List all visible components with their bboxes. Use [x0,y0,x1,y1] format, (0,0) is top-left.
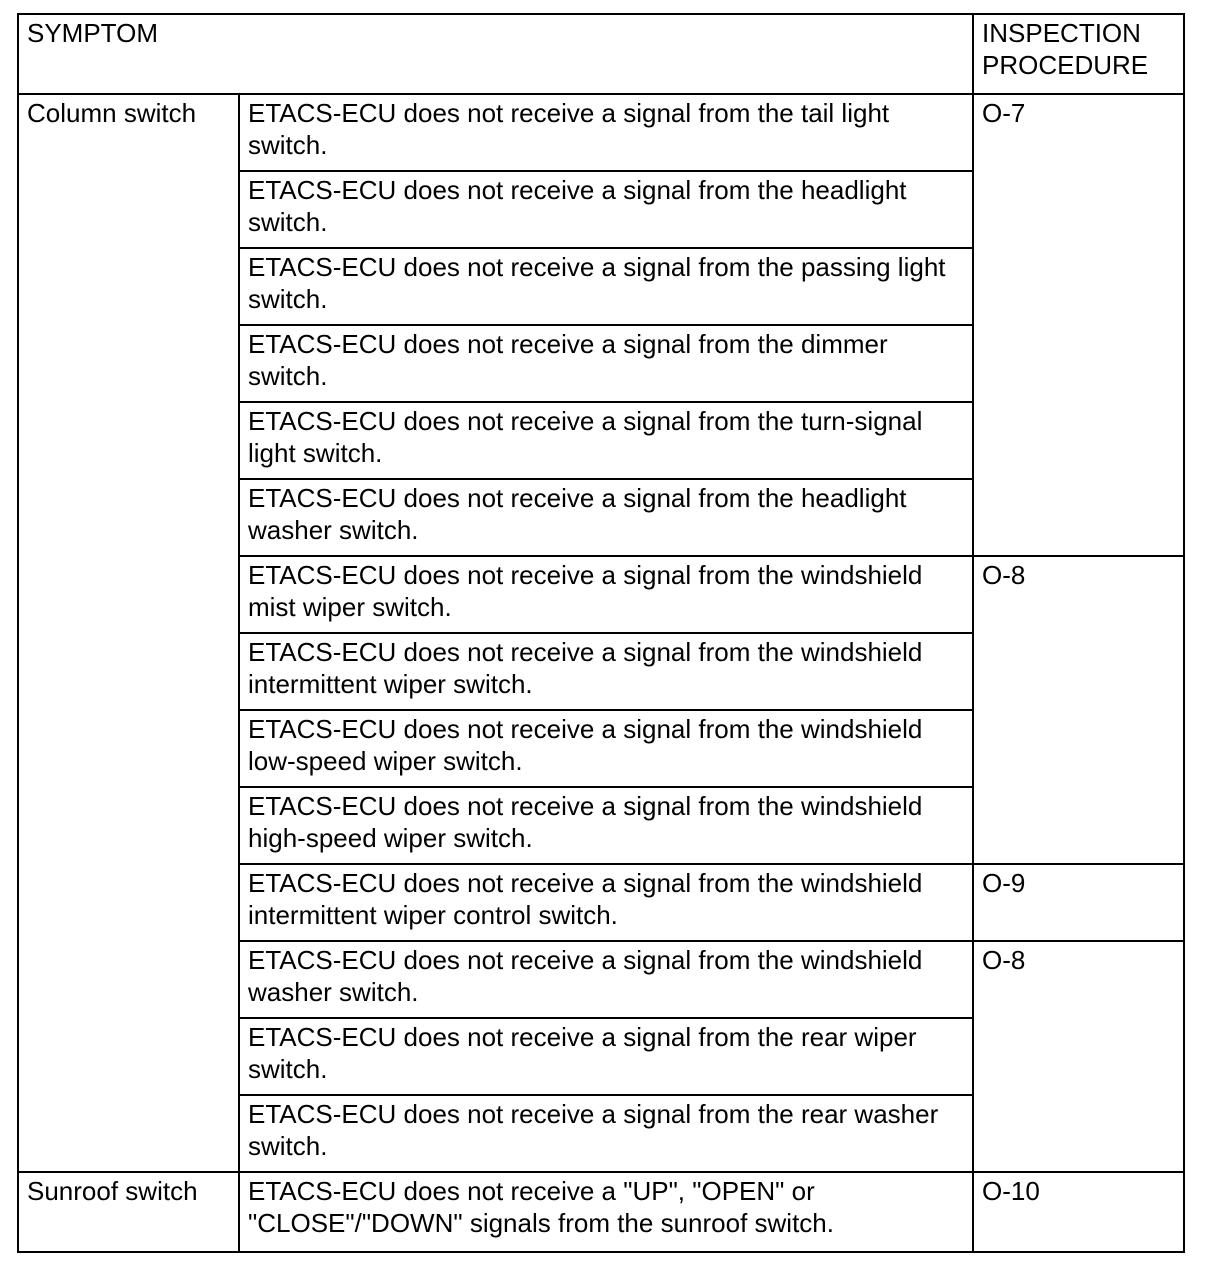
symptom-cell: ETACS-ECU does not receive a signal from the windshield high-speed wiper switch. [239,787,973,864]
header-inspection-procedure: INSPECTION PROCEDURE [973,14,1184,94]
symptom-cell: ETACS-ECU does not receive a signal from the windshield intermittent wiper switch. [239,633,973,710]
symptom-cell: ETACS-ECU does not receive a signal from the headlight washer switch. [239,479,973,556]
symptom-cell: ETACS-ECU does not receive a signal from the windshield intermittent wiper control switch. [239,864,973,941]
procedure-cell: O-8 [973,941,1184,1172]
table-row [18,94,1184,171]
symptom-cell: ETACS-ECU does not receive a "UP", "OPEN" or "CLOSE"/"DOWN" signals from the sunroof switch. [239,1172,973,1252]
procedure-cell: O-8 [973,556,1184,864]
category-sunroof-switch: Sunroof switch [18,1172,239,1252]
symptom-cell: ETACS-ECU does not receive a signal from the rear wiper switch. [239,1018,973,1095]
symptom-cell: ETACS-ECU does not receive a signal from the rear washer switch. [239,1095,973,1172]
table-row [18,1172,1184,1252]
symptom-cell: ETACS-ECU does not receive a signal from the dimmer switch. [239,325,973,402]
procedure-cell: O-10 [973,1172,1184,1252]
procedure-cell: O-9 [973,864,1184,941]
header-symptom: SYMPTOM [18,14,973,94]
symptom-cell: ETACS-ECU does not receive a signal from the tail light switch. [239,94,973,171]
symptom-cell: ETACS-ECU does not receive a signal from the windshield mist wiper switch. [239,556,973,633]
symptom-cell: ETACS-ECU does not receive a signal from the turn-signal light switch. [239,402,973,479]
header-row [18,14,1184,94]
symptom-cell: ETACS-ECU does not receive a signal from the passing light switch. [239,248,973,325]
procedure-cell: O-7 [973,94,1184,556]
symptom-cell: ETACS-ECU does not receive a signal from the headlight switch. [239,171,973,248]
symptom-cell: ETACS-ECU does not receive a signal from the windshield low-speed wiper switch. [239,710,973,787]
symptom-cell: ETACS-ECU does not receive a signal from the windshield washer switch. [239,941,973,1018]
category-column-switch: Column switch [18,94,239,1172]
symptom-table [17,13,1185,1253]
